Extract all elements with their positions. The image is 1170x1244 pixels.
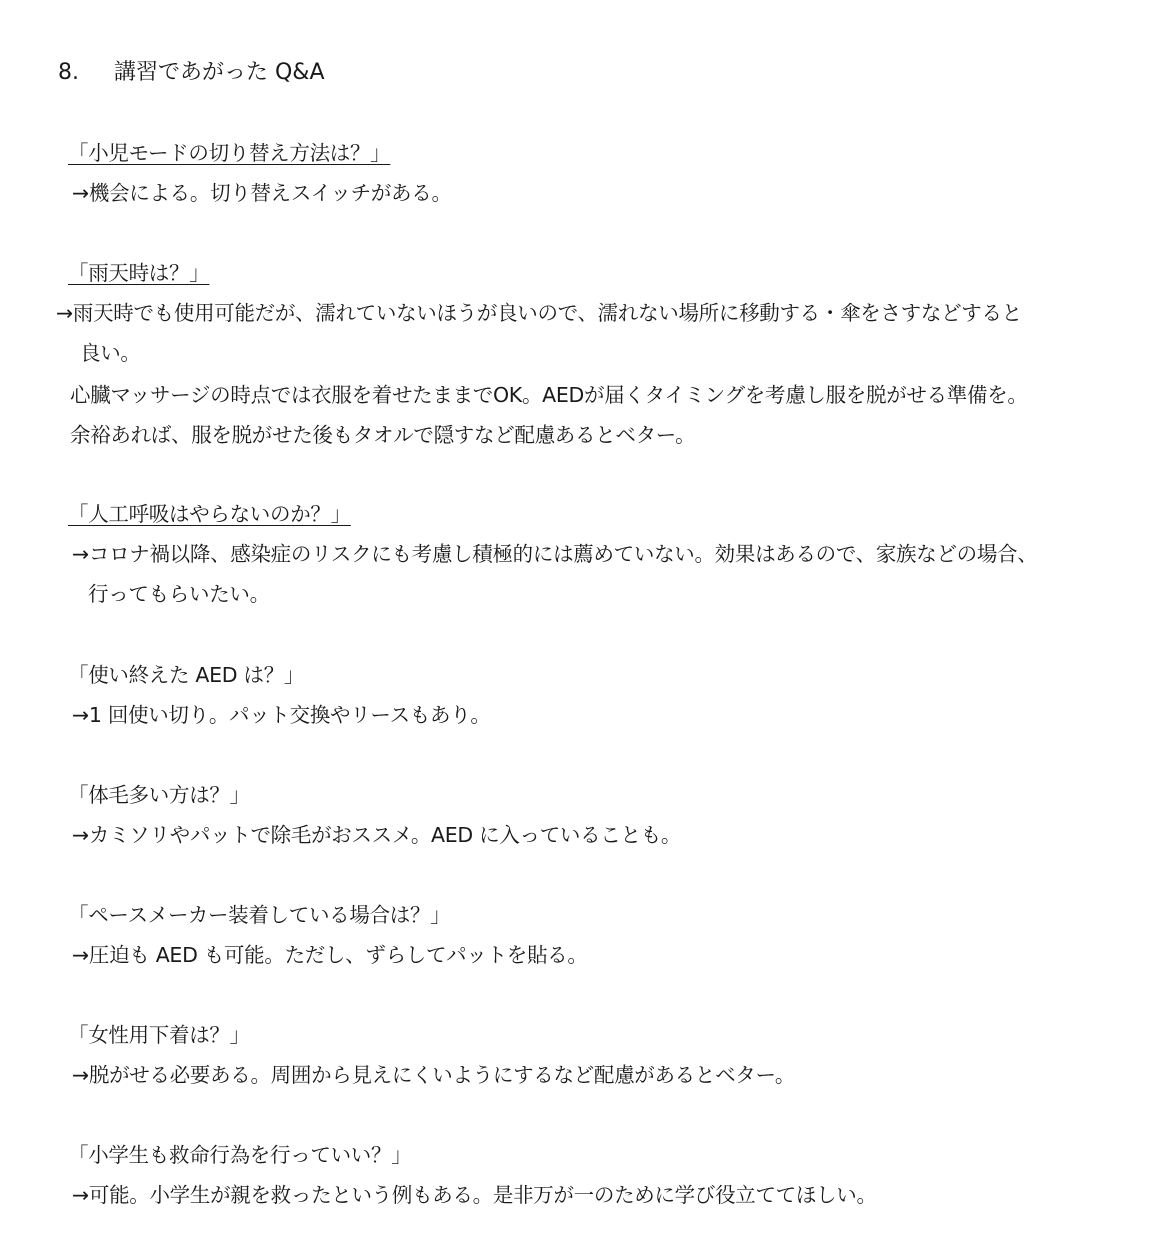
section-title: 講習であがった Q&A <box>114 60 325 85</box>
answer-child-mode-line-1: →機会による。切り替えスイッチがある。 <box>72 181 452 205</box>
answer-rescue-breathing-line-1: →コロナ禍以降、感染症のリスクにも考慮し積極的には薦めていない。効果はあるので、家族などの場合、 <box>72 542 1038 566</box>
answer-female-underwear-line-1: →脱がせる必要ある。周囲から見えにくいようにするなど配慮があるとベター。 <box>72 1063 796 1087</box>
section-heading <box>58 58 325 88</box>
answer-rainy-weather-line-2: 良い。 <box>80 341 141 365</box>
answer-rescue-breathing-line-2: 行ってもらいたい。 <box>88 582 270 606</box>
answer-pacemaker-line-1: →圧迫も AED も可能。ただし、ずらしてパットを貼る。 <box>72 943 588 967</box>
question-body-hair: 「体毛多い方は？」 <box>68 783 250 807</box>
question-female-underwear: 「女性用下着は？」 <box>68 1023 250 1047</box>
answer-rainy-weather-line-1: →雨天時でも使用可能だが、濡れていないほうが良いので、濡れない場所に移動する・傘をさすなどすると <box>56 301 1022 325</box>
answer-body-hair-line-1: →カミソリやパットで除毛がおススメ。AED に入っていることも。 <box>72 823 682 847</box>
question-elementary-students: 「小学生も救命行為を行っていい？」 <box>68 1143 412 1167</box>
question-rainy-weather: 「雨天時は？」 <box>68 261 210 285</box>
answer-used-aed-line-1: →1 回使い切り。パット交換やリースもあり。 <box>72 703 491 727</box>
section-number: 8. <box>58 60 79 85</box>
question-child-mode: 「小児モードの切り替え方法は？」 <box>68 141 391 165</box>
question-used-aed: 「使い終えた AED は？」 <box>68 663 305 687</box>
answer-rainy-weather-line-4: 余裕あれば、服を脱がせた後もタオルで隠すなど配慮あるとベター。 <box>70 423 696 447</box>
answer-rainy-weather-line-3: 心臓マッサージの時点では衣服を着せたままでOK。AEDが届くタイミングを考慮し服を脱がせる準備を。 <box>70 383 1028 407</box>
answer-elementary-students-line-1: →可能。小学生が親を救ったという例もある。是非万が一のために学び役立ててほしい。 <box>72 1183 877 1207</box>
question-pacemaker: 「ペースメーカー装着している場合は？」 <box>68 903 451 927</box>
question-rescue-breathing: 「人工呼吸はやらないのか？」 <box>68 502 351 526</box>
